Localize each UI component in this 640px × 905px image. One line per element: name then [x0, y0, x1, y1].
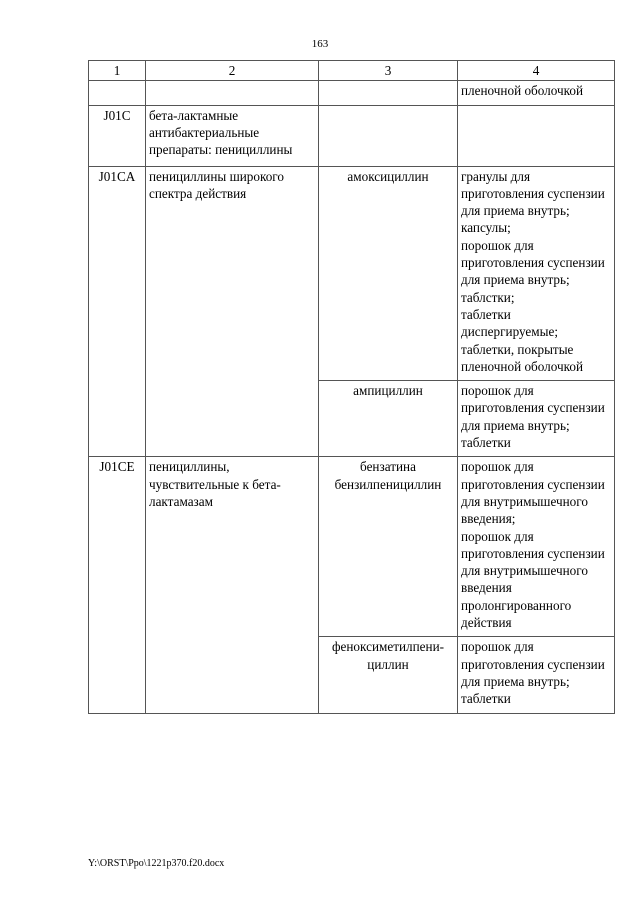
dosage-forms [458, 81, 615, 105]
dosage-forms [458, 457, 615, 637]
atc-group-name: пенициллины, чувствительные к бета-лактамазам [146, 457, 319, 713]
dosage-forms [458, 105, 615, 166]
dosage-form: таблетки [461, 691, 511, 707]
drug-name [319, 105, 458, 166]
drug-table [88, 60, 615, 714]
dosage-form: таблстки; [461, 289, 515, 305]
drug-name: ампициллин [319, 381, 458, 457]
dosage-form: таблетки [461, 435, 511, 451]
column-header-3: 3 [319, 61, 458, 81]
drug-name [319, 81, 458, 105]
dosage-form: порошок для приготовления суспензии для приема внутрь; [461, 237, 605, 288]
table-row [89, 81, 615, 105]
dosage-forms [458, 381, 615, 457]
atc-code [89, 81, 146, 105]
dosage-form: пленочной оболочкой [461, 83, 584, 99]
page-number: 163 [311, 38, 329, 50]
dosage-form: порошок для приготовления суспензии для приема внутрь; [461, 383, 605, 433]
table-row [89, 457, 615, 637]
dosage-forms [458, 637, 615, 713]
dosage-form: капсулы; [461, 220, 511, 236]
drug-name: бензатина бензилпенициллин [319, 457, 458, 637]
dosage-forms [458, 166, 615, 381]
atc-group-name: бета-лактамные антибактериальные препараты: пенициллины [146, 105, 319, 166]
column-header-2: 2 [146, 61, 319, 81]
dosage-form: таблетки диспергируемые; [461, 306, 559, 340]
dosage-form: порошок для приготовления суспензии для приема внутрь; [461, 639, 605, 689]
atc-code: J01CA [89, 166, 146, 457]
dosage-form: порошок для приготовления суспензии для внутримышечного введения; [461, 459, 605, 527]
drug-name: амоксициллин [319, 166, 458, 381]
table-header-row [89, 61, 615, 81]
dosage-form: таблетки, покрытые пленочной оболочкой [461, 341, 584, 374]
dosage-form: порошок для приготовления суспензии для внутримышечного введения пролонгированного действия [461, 528, 605, 631]
atc-code: J01CE [89, 457, 146, 713]
column-header-4: 4 [458, 61, 615, 81]
column-header-1: 1 [89, 61, 146, 81]
drug-name: феноксиметилпени-циллин [319, 637, 458, 713]
atc-code: J01C [89, 105, 146, 166]
table-row [89, 105, 615, 166]
footer-file-path: Y:\ORST\Ppo\1221p370.f20.docx [88, 858, 225, 869]
atc-group-name [146, 81, 319, 105]
atc-group-name: пенициллины широкого спектра действия [146, 166, 319, 457]
table-row [89, 166, 615, 381]
dosage-form: гранулы для приготовления суспензии для приема внутрь; [461, 168, 605, 219]
